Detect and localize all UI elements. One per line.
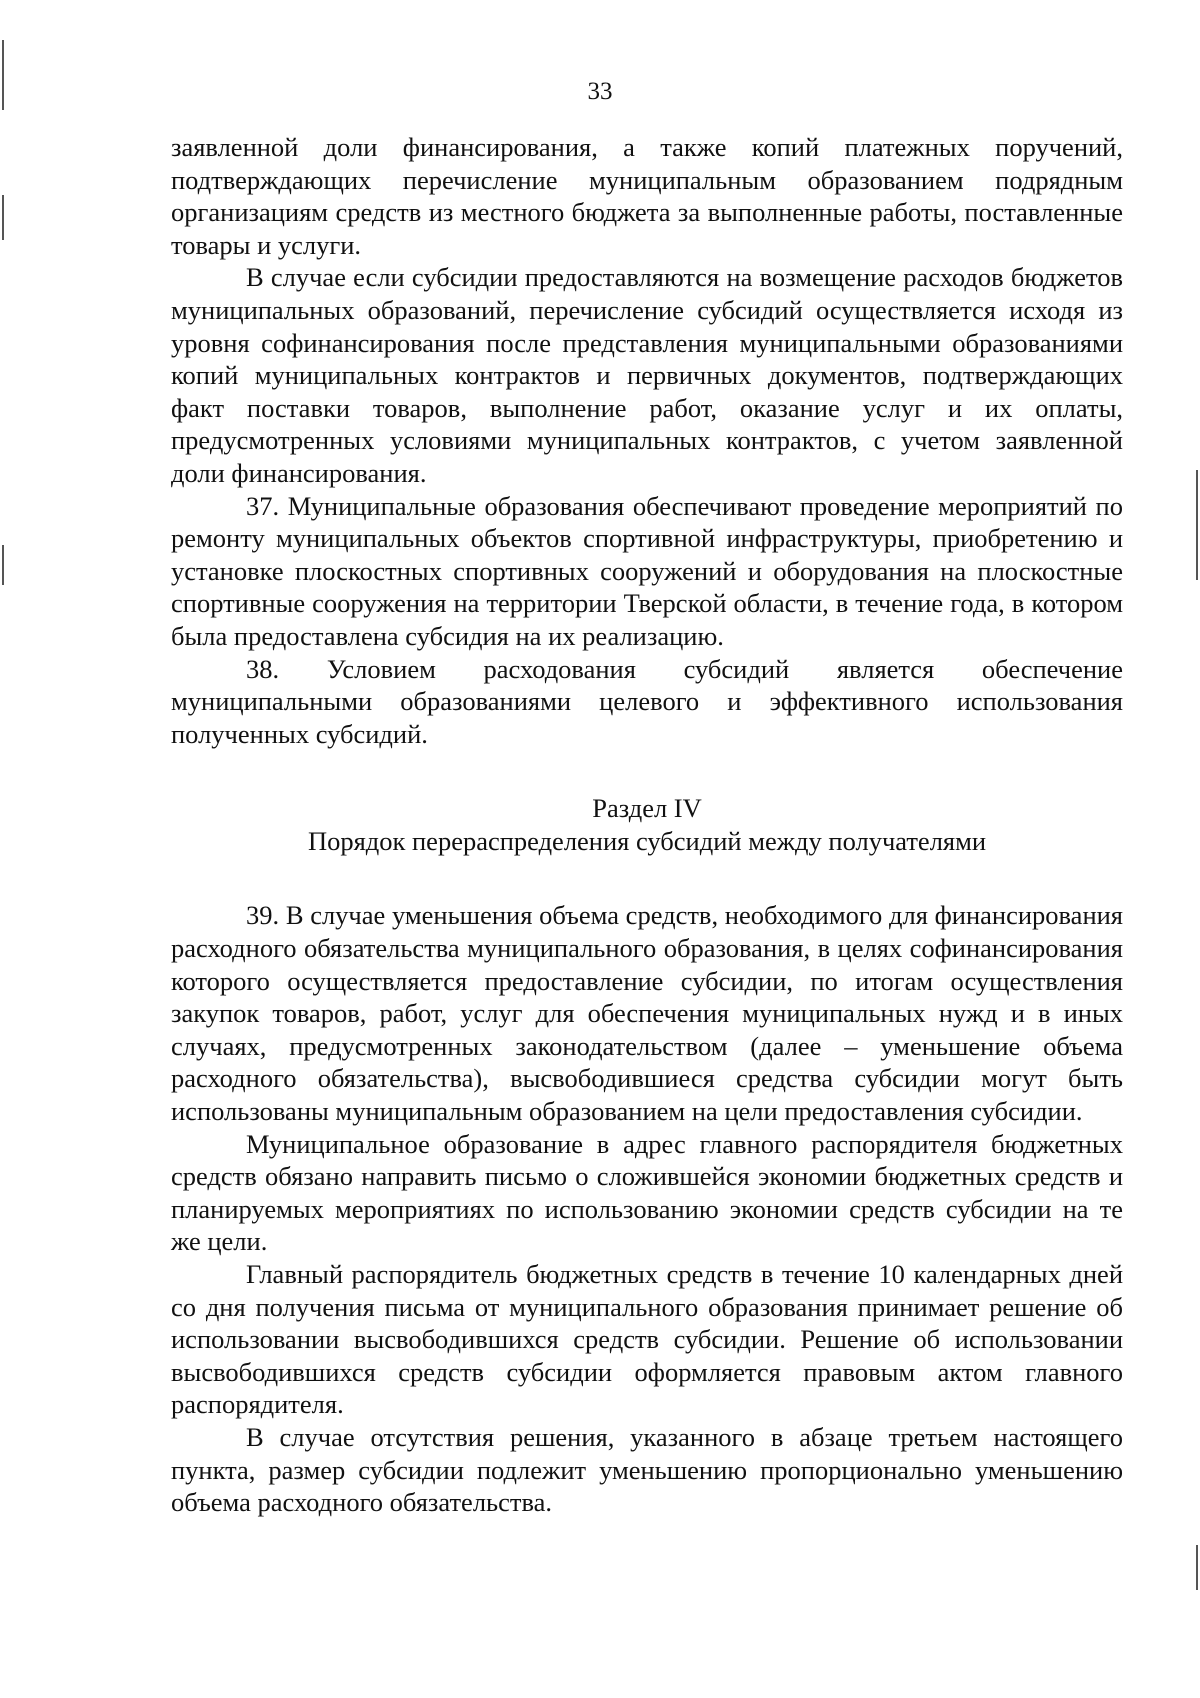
scan-edge-mark xyxy=(2,545,4,585)
paragraph-item-37: 37. Муниципальные образования обеспечивают проведение мероприятий по ремонту муниципальных объектов спортивной инфраструктуры, приобретению и установке плоскостных спортивных сооружений и оборудования на плоскостные спортивные сооружения на территории Тверской области, в течение года, в котором была предоставлена субсидия на их реализацию. xyxy=(171,490,1123,651)
paragraph: Муниципальное образование в адрес главного распорядителя бюджетных средств обязано направить письмо о сложившейся экономии бюджетных средств и планируемых мероприятиях по использованию экономии средств субсидии на те же цели. xyxy=(171,1128,1123,1257)
section-title: Раздел IV xyxy=(592,793,702,824)
paragraphs-after-section xyxy=(171,899,1123,1518)
document-body xyxy=(171,131,1123,1519)
paragraph-item-39: 39. В случае уменьшения объема средств, необходимого для финансирования расходного обязательства муниципального образования, в целях софинансирования которого осуществляется предоставление субсидии, по итогам осуществления закупок товаров, работ, услуг для обеспечения муниципальных нужд и в иных случаях, предусмотренных законодательством (далее – уменьшение объема расходного обязательства), высвободившиеся средства субсидии могут быть использованы муниципальным образованием на цели предоставления субсидии. xyxy=(171,900,1123,1127)
section-heading-block xyxy=(171,792,1123,857)
page-number: 33 xyxy=(587,78,613,105)
paragraph: Главный распорядитель бюджетных средств в течение 10 календарных дней со дня получения письма от муниципального образования принимает решение об использовании высвободившихся средств субсидии. Решение об использовании высвободившихся средств субсидии оформляется правовым актом главного распорядителя. xyxy=(171,1259,1123,1420)
scan-edge-mark xyxy=(1196,1545,1198,1590)
paragraphs-before-section xyxy=(171,131,1123,750)
scan-edge-mark xyxy=(2,195,4,240)
paragraph-item-38: 38. Условием расходования субсидий является обеспечение муниципальными образованиями целевого и эффективного использования полученных субсидий. xyxy=(171,653,1123,749)
section-subtitle: Порядок перераспределения субсидий между получателями xyxy=(307,825,987,856)
scan-edge-mark xyxy=(1196,470,1198,580)
paragraph: заявленной доли финансирования, а также копий платежных поручений, подтверждающих перечисление муниципальным образованием подрядным организациям средств из местного бюджета за выполненные работы, поставленные товары и услуги. xyxy=(171,132,1123,260)
paragraph: В случае отсутствия решения, указанного в абзаце третьем настоящего пункта, размер субсидии подлежит уменьшению пропорционально уменьшению объема расходного обязательства. xyxy=(171,1421,1123,1518)
paragraph: В случае если субсидии предоставляются на возмещение расходов бюджетов муниципальных образований, перечисление субсидий осуществляется исходя из уровня софинансирования после представления муниципальными образованиями копий муниципальных контрактов и первичных документов, подтверждающих факт поставки товаров, выполнение работ, оказание услуг и их оплаты, предусмотренных условиями муниципальных контрактов, с учетом заявленной доли финансирования. xyxy=(171,262,1123,488)
